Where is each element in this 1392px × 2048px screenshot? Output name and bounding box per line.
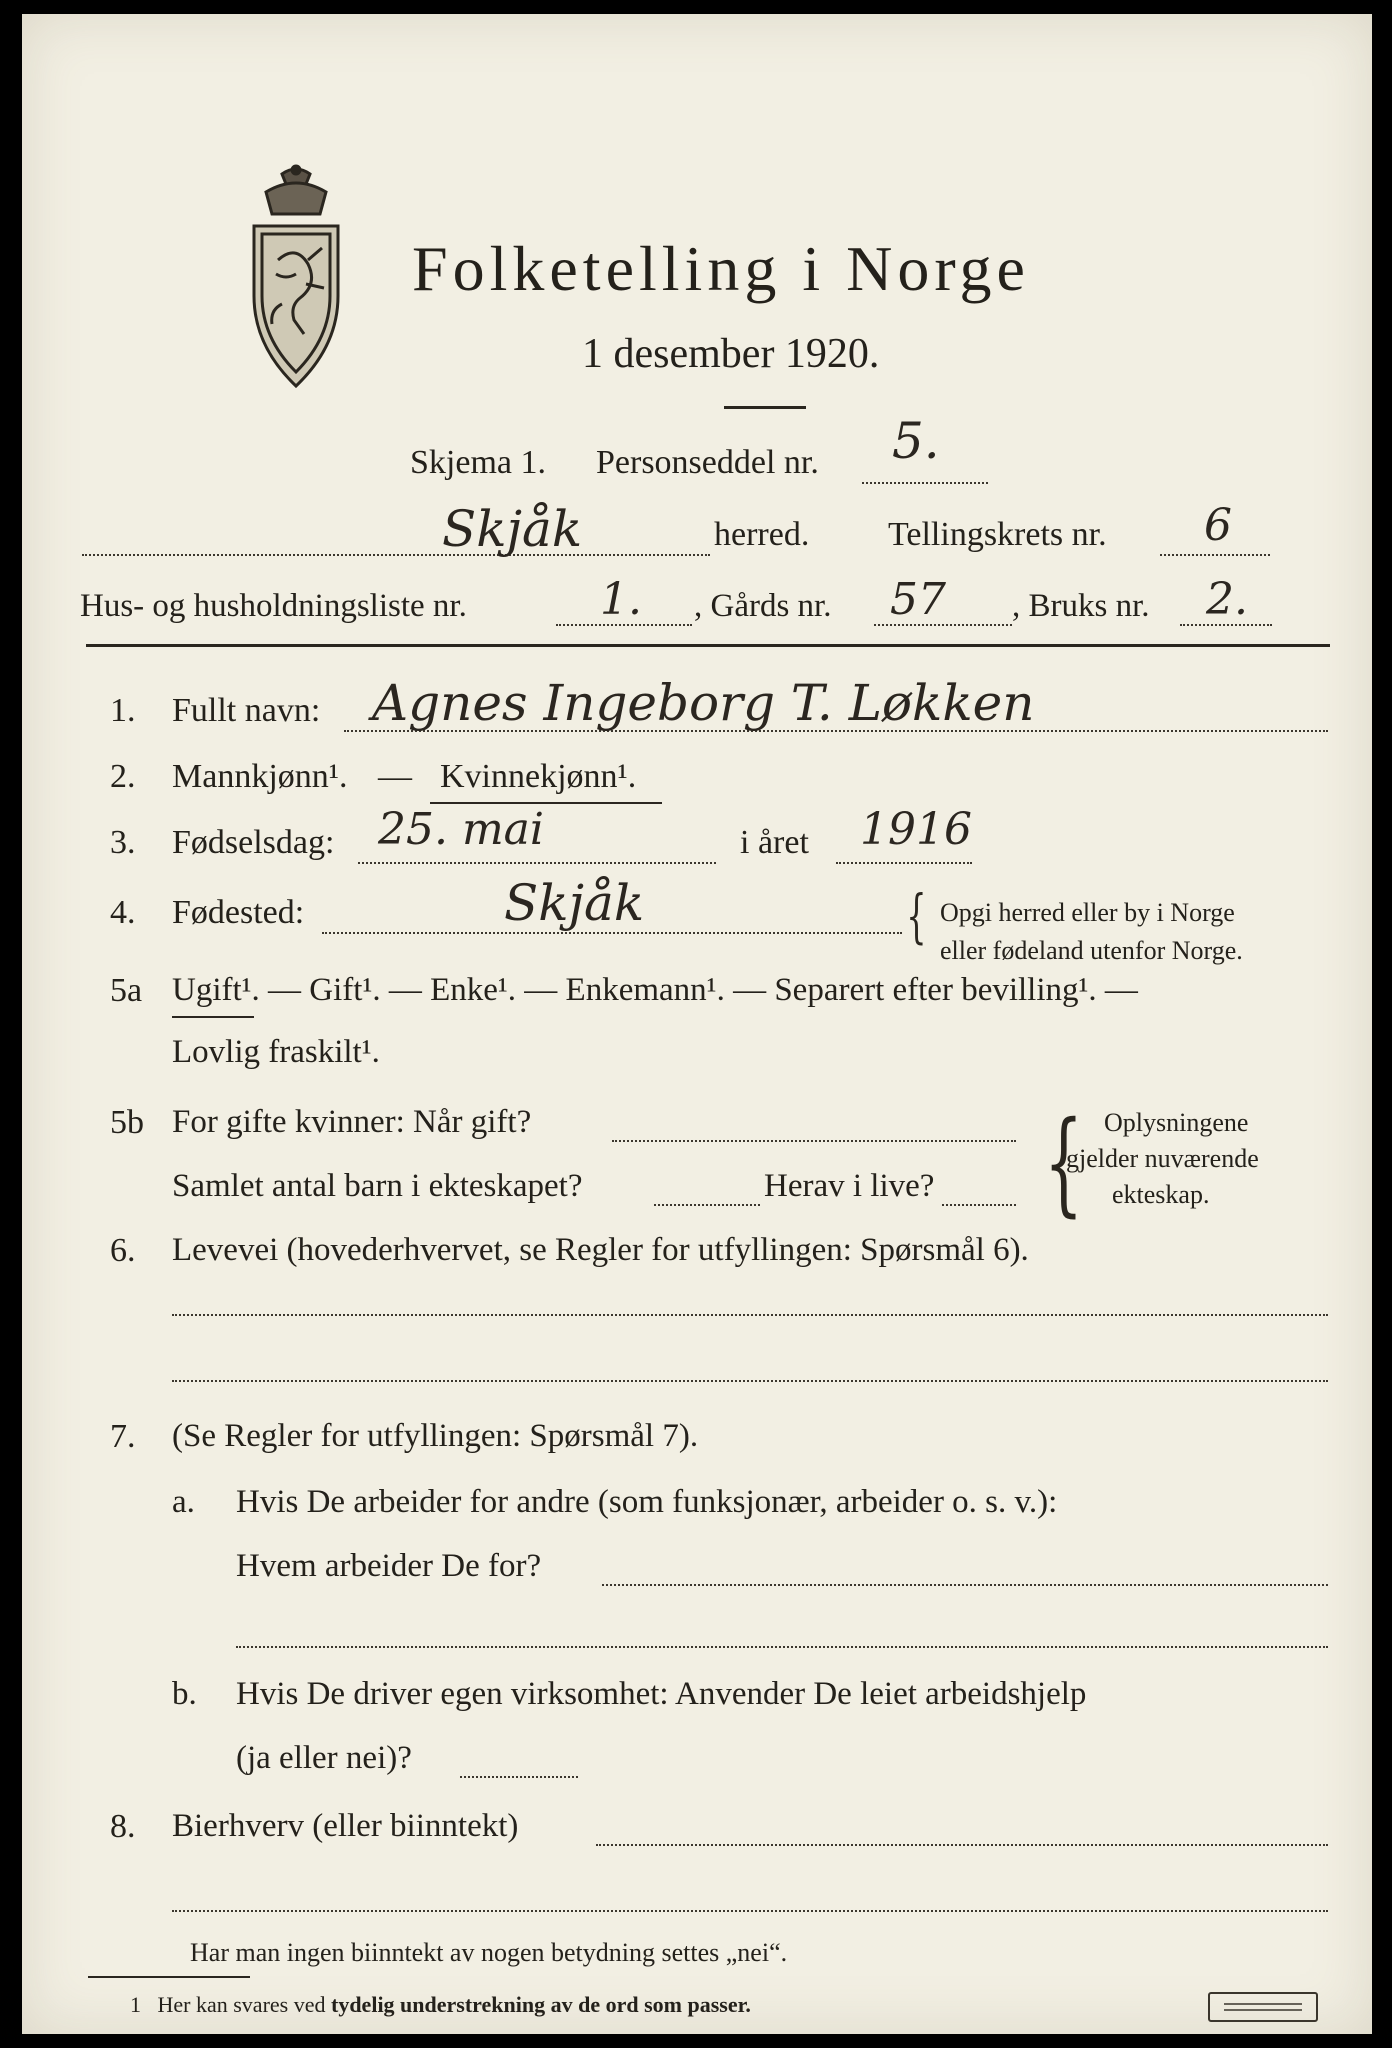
q5b-note-line-3: ekteskap.: [1112, 1180, 1210, 1209]
schema-label: Skjema 1.: [410, 444, 546, 481]
tellingskrets-label: Tellingskrets nr.: [888, 516, 1107, 553]
form-title: Folketelling i Norge: [412, 233, 1030, 304]
header-rule: [86, 644, 1330, 647]
footnote-rule: [88, 1976, 250, 1978]
q2-number: 2.: [110, 758, 136, 795]
bruks-label: , Bruks nr.: [1012, 588, 1150, 624]
q7b-label: Hvis De driver egen virksomhet: Anvender De leiet arbeidshjelp: [236, 1676, 1087, 1712]
q3-label: Fødselsdag:: [172, 824, 335, 861]
hired-help-line[interactable]: [460, 1776, 578, 1778]
q7a-label: Hvis De arbeider for andre (som funksjonær, arbeider o. s. v.):: [236, 1484, 1058, 1520]
q6-label: Levevei (hovederhvervet, se Regler for utfyllingen: Spørsmål 6).: [172, 1232, 1029, 1268]
q7a-employer-label: Hvem arbeider De for?: [236, 1548, 542, 1584]
herred-value[interactable]: Skjåk: [442, 500, 583, 558]
footnote-text: Her kan svares ved: [157, 1992, 326, 2017]
coat-of-arms-icon: [244, 164, 348, 394]
kvinnekjonn-option[interactable]: Kvinnekjønn¹.: [440, 758, 637, 795]
q7b-answer-label: (ja eller nei)?: [236, 1740, 412, 1776]
q5b-married-label: For gifte kvinner: Når gift?: [172, 1104, 532, 1140]
q7a-letter: a.: [172, 1484, 195, 1520]
q4-note-line-2: eller fødeland utenfor Norge.: [940, 936, 1243, 965]
q2-dash: —: [378, 758, 412, 795]
gards-value[interactable]: 57: [890, 574, 946, 625]
census-form: Folketelling i Norge 1 desember 1920. Skjema 1. Personseddel nr. 5. Skjåk herred. Tellingskrets nr. 6 Hus- og husholdningsliste nr. 1. , Gårds nr. 57 , Bruks nr. 2. 1. Fullt navn: Agnes Ingeborg T. Løkken 2. Mannkjønn¹. — Kvinnekjønn¹. 3. Fødselsdag: 25. mai i året 1916 4. Fødested: Skjåk { Opgi herred eller by i Norge eller fødeland utenfor Norge. 5a Ugift¹. — Gift¹. — Enke¹. — Enkemann¹. — Separert efter bevilling¹. — Lovlig fraskilt¹. 5b For gifte kvinner: Når gift? Samlet antal barn i ekteskapet? Herav i live? { Oplysningene gjelder nuværende ekteskap. 6. Levevei (hovederhvervet, se Regler for utfyllingen: Spørsmål 6). 7. (Se Regler for utfyllingen: Spørsmål 7). a. Hvis De arbeider for andre (som funksjonær, arbeider o. s. v.): Hvem arbeider De for? b. Hvis De driver egen virksomhet: Anvender De leiet arbeidshjelp (ja eller nei)? 8. Bierhverv (eller biinntekt) Har man ingen biinntekt av nogen betydning settes „nei“. 1 Her kan svares ved tydelig understrekning av de ord som passer.: [22, 14, 1372, 2034]
q5b-note-line-2: gjelder nuværende: [1066, 1144, 1259, 1173]
q6-number: 6.: [110, 1232, 136, 1269]
q7b-letter: b.: [172, 1676, 197, 1712]
birth-day-value[interactable]: 25. mai: [378, 804, 544, 855]
birthplace-value[interactable]: Skjåk: [504, 874, 645, 932]
civil-status-options[interactable]: Ugift¹. — Gift¹. — Enke¹. — Enkemann¹. — Separert efter bevilling¹. —: [172, 972, 1138, 1008]
footnote: [130, 1992, 751, 2018]
q4-note-line-1: Opgi herred eller by i Norge: [940, 898, 1235, 927]
q4-label: Fødested:: [172, 894, 305, 931]
tellingskrets-value[interactable]: 6: [1204, 500, 1232, 551]
hus-value[interactable]: 1.: [600, 574, 642, 625]
q3-year-label: i året: [740, 824, 809, 861]
herred-label: herred.: [714, 516, 810, 553]
q3-number: 3.: [110, 824, 136, 861]
occupation-line-1[interactable]: [172, 1314, 1328, 1316]
footnote-mark: 1: [130, 1992, 141, 2017]
employer-line[interactable]: [602, 1584, 1328, 1586]
q7-label: (Se Regler for utfyllingen: Spørsmål 7).: [172, 1418, 699, 1454]
q5b-children-label: Samlet antal barn i ekteskapet?: [172, 1168, 583, 1204]
birth-year-value[interactable]: 1916: [860, 804, 972, 855]
employer-line-2[interactable]: [236, 1646, 1328, 1648]
q5b-alive-label: Herav i live?: [764, 1168, 935, 1204]
side-income-line-2[interactable]: [172, 1910, 1328, 1912]
no-income-note: Har man ingen biinntekt av nogen betydning settes „nei“.: [190, 1938, 788, 1967]
hus-label: Hus- og husholdningsliste nr.: [80, 588, 467, 624]
q5b-note-line-1: Oplysningene: [1104, 1108, 1249, 1137]
q4-number: 4.: [110, 894, 136, 931]
mannkjonn-option[interactable]: Mannkjønn¹.: [172, 758, 348, 795]
occupation-line-2[interactable]: [172, 1380, 1328, 1382]
ugift-underline: [172, 1016, 254, 1018]
q1-number: 1.: [110, 692, 136, 729]
gards-label: , Gårds nr.: [694, 588, 832, 624]
title-divider: [724, 406, 806, 409]
full-name-value[interactable]: Agnes Ingeborg T. Løkken: [372, 674, 1035, 732]
footnote-bold-text: tydelig understrekning av de ord som passer.: [331, 1992, 751, 2017]
q8-label: Bierhverv (eller biinntekt): [172, 1808, 519, 1844]
q5b-number: 5b: [110, 1104, 144, 1141]
q7-number: 7.: [110, 1418, 136, 1455]
printer-stamp-icon: [1208, 1992, 1318, 2022]
q5a-number: 5a: [110, 972, 143, 1009]
civil-status-options-cont[interactable]: Lovlig fraskilt¹.: [172, 1034, 380, 1070]
side-income-line[interactable]: [596, 1844, 1328, 1846]
q8-number: 8.: [110, 1808, 136, 1845]
personseddel-label: Personseddel nr.: [596, 444, 819, 481]
q1-label: Fullt navn:: [172, 692, 321, 729]
census-date: 1 desember 1920.: [582, 331, 880, 377]
personseddel-value[interactable]: 5.: [892, 412, 940, 470]
bruks-value[interactable]: 2.: [1206, 574, 1248, 625]
